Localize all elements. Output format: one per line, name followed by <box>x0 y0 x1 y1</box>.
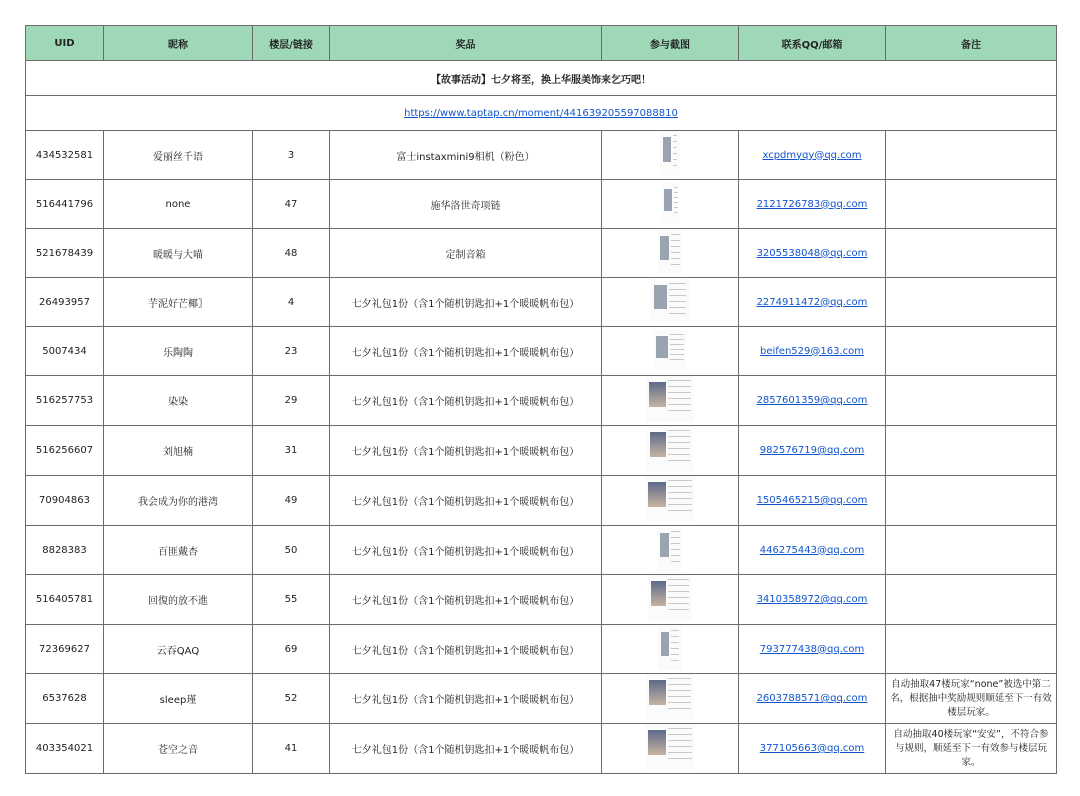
screenshot-cell <box>602 674 739 724</box>
screenshot-thumbnail[interactable] <box>648 575 692 621</box>
header-floor: 楼层/链接 <box>253 26 330 61</box>
contact-email-link[interactable]: 2121726783@qq.com <box>756 198 868 210</box>
header-prize: 奖品 <box>330 26 602 61</box>
uid-cell: 434532581 <box>26 131 104 180</box>
nickname-cell: sleep瑾 <box>104 674 253 724</box>
note-cell <box>886 229 1057 278</box>
screenshot-cell <box>602 131 739 180</box>
contact-email-link[interactable]: 2274911472@qq.com <box>756 296 868 308</box>
contact-email-link[interactable]: 1505465215@qq.com <box>756 495 868 506</box>
note-cell <box>886 278 1057 327</box>
screenshot-cell <box>602 278 739 327</box>
prize-cell: 施华洛世奇项链 <box>330 180 602 229</box>
screenshot-cell <box>602 724 739 774</box>
uid-cell: 403354021 <box>26 724 104 774</box>
contact-email-link[interactable]: beifen529@163.com <box>760 345 864 357</box>
nickname-cell: 百匪戴杏 <box>104 526 253 575</box>
table-row <box>26 526 1057 575</box>
screenshot-thumbnail[interactable] <box>645 476 695 522</box>
screenshot-cell <box>602 476 739 526</box>
table-row <box>26 376 1057 426</box>
floor-cell: 49 <box>253 476 330 526</box>
uid-cell: 8828383 <box>26 526 104 575</box>
prize-cell: 七夕礼包1份（含1个随机钥匙扣+1个暖暖帆布包） <box>330 376 602 426</box>
uid-cell: 521678439 <box>26 229 104 278</box>
floor-cell: 29 <box>253 376 330 426</box>
nickname-cell: 染染 <box>104 376 253 426</box>
screenshot-thumbnail[interactable] <box>646 674 694 720</box>
screenshot-cell <box>602 180 739 229</box>
prize-cell: 七夕礼包1份（含1个随机钥匙扣+1个暖暖帆布包） <box>330 327 602 376</box>
event-link[interactable]: https://www.taptap.cn/moment/441639205597088810 <box>404 107 678 119</box>
winners-table <box>25 25 1057 774</box>
prize-cell: 富士instaxmini9相机（粉色） <box>330 131 602 180</box>
contact-email-link[interactable]: 2857601359@qq.com <box>756 395 868 406</box>
header-screenshot: 参与截图 <box>602 26 739 61</box>
floor-cell: 41 <box>253 724 330 774</box>
contact-cell <box>739 526 886 575</box>
uid-cell: 70904863 <box>26 476 104 526</box>
prize-cell: 七夕礼包1份（含1个随机钥匙扣+1个暖暖帆布包） <box>330 625 602 674</box>
contact-cell <box>739 278 886 327</box>
prize-cell: 七夕礼包1份（含1个随机钥匙扣+1个暖暖帆布包） <box>330 426 602 476</box>
contact-email-link[interactable]: 982576719@qq.com <box>759 445 865 456</box>
uid-cell: 516405781 <box>26 575 104 625</box>
table-row <box>26 131 1057 180</box>
nickname-cell: 苍空之音 <box>104 724 253 774</box>
header-nickname: 昵称 <box>104 26 253 61</box>
table-row <box>26 724 1057 774</box>
floor-cell: 69 <box>253 625 330 674</box>
nickname-cell: 我会成为你的港湾 <box>104 476 253 526</box>
note-cell <box>886 426 1057 476</box>
note-cell <box>886 180 1057 229</box>
screenshot-cell <box>602 327 739 376</box>
floor-cell: 47 <box>253 180 330 229</box>
banner-link-row <box>26 96 1057 131</box>
screenshot-thumbnail[interactable] <box>653 330 687 370</box>
contact-email-link[interactable]: 377105663@qq.com <box>759 743 865 754</box>
screenshot-thumbnail[interactable] <box>651 279 689 323</box>
screenshot-thumbnail[interactable] <box>661 183 679 223</box>
contact-email-link[interactable]: 446275443@qq.com <box>759 544 865 556</box>
screenshot-thumbnail[interactable] <box>658 626 682 670</box>
screenshot-cell <box>602 426 739 476</box>
note-cell <box>886 131 1057 180</box>
uid-cell: 72369627 <box>26 625 104 674</box>
contact-email-link[interactable]: 3410358972@qq.com <box>756 594 868 605</box>
note-cell <box>886 526 1057 575</box>
screenshot-thumbnail[interactable] <box>646 376 694 422</box>
screenshot-thumbnail[interactable] <box>660 131 680 176</box>
table-row <box>26 625 1057 674</box>
nickname-cell: 爱丽丝千语 <box>104 131 253 180</box>
floor-cell: 52 <box>253 674 330 724</box>
contact-cell <box>739 376 886 426</box>
table-row <box>26 180 1057 229</box>
contact-email-link[interactable]: 3205538048@qq.com <box>756 247 868 259</box>
uid-cell: 6537628 <box>26 674 104 724</box>
event-link-cell <box>26 96 1057 131</box>
header-row <box>26 26 1057 61</box>
uid-cell: 5007434 <box>26 327 104 376</box>
nickname-cell: 刘旭楠 <box>104 426 253 476</box>
prize-cell: 七夕礼包1份（含1个随机钥匙扣+1个暖暖帆布包） <box>330 476 602 526</box>
table-row <box>26 476 1057 526</box>
event-title: 【故事活动】七夕将至，换上华服美饰来乞巧吧！ <box>26 61 1057 96</box>
table-row <box>26 674 1057 724</box>
contact-cell <box>739 625 886 674</box>
floor-cell: 31 <box>253 426 330 476</box>
screenshot-cell <box>602 575 739 625</box>
contact-cell <box>739 327 886 376</box>
contact-email-link[interactable]: xcpdmyqy@qq.com <box>762 149 862 161</box>
screenshot-thumbnail[interactable] <box>657 230 683 274</box>
contact-cell <box>739 180 886 229</box>
floor-cell: 3 <box>253 131 330 180</box>
floor-cell: 4 <box>253 278 330 327</box>
contact-cell <box>739 131 886 180</box>
uid-cell: 516257753 <box>26 376 104 426</box>
contact-cell <box>739 575 886 625</box>
header-contact: 联系QQ/邮箱 <box>739 26 886 61</box>
nickname-cell: 暖暖与大喵 <box>104 229 253 278</box>
prize-cell: 定制音箱 <box>330 229 602 278</box>
banner-title-row <box>26 61 1057 96</box>
nickname-cell: 芋泥好芒椰〗 <box>104 278 253 327</box>
note-cell: 自动抽取47楼玩家“none”被选中第二名，根据抽中奖励规则顺延至下一有效楼层玩家。 <box>886 674 1057 724</box>
screenshot-cell <box>602 229 739 278</box>
table-row <box>26 575 1057 625</box>
table-row <box>26 426 1057 476</box>
uid-cell: 516256607 <box>26 426 104 476</box>
screenshot-cell <box>602 376 739 426</box>
screenshot-thumbnail[interactable] <box>647 426 693 472</box>
note-cell <box>886 327 1057 376</box>
contact-cell <box>739 426 886 476</box>
uid-cell: 26493957 <box>26 278 104 327</box>
table-row <box>26 327 1057 376</box>
floor-cell: 48 <box>253 229 330 278</box>
note-cell <box>886 625 1057 674</box>
contact-cell <box>739 229 886 278</box>
winners-sheet <box>25 25 1057 774</box>
floor-cell: 55 <box>253 575 330 625</box>
contact-cell <box>739 476 886 526</box>
contact-email-link[interactable]: 2603788571@qq.com <box>756 693 868 704</box>
floor-cell: 50 <box>253 526 330 575</box>
table-row <box>26 229 1057 278</box>
note-cell: 自动抽取40楼玩家“安安”，不符合参与规则，顺延至下一有效参与楼层玩家。 <box>886 724 1057 774</box>
note-cell <box>886 575 1057 625</box>
prize-cell: 七夕礼包1份（含1个随机钥匙扣+1个暖暖帆布包） <box>330 575 602 625</box>
table-row <box>26 278 1057 327</box>
screenshot-cell <box>602 625 739 674</box>
nickname-cell: none <box>104 180 253 229</box>
prize-cell: 七夕礼包1份（含1个随机钥匙扣+1个暖暖帆布包） <box>330 278 602 327</box>
nickname-cell: 乐陶陶 <box>104 327 253 376</box>
prize-cell: 七夕礼包1份（含1个随机钥匙扣+1个暖暖帆布包） <box>330 724 602 774</box>
prize-cell: 七夕礼包1份（含1个随机钥匙扣+1个暖暖帆布包） <box>330 526 602 575</box>
floor-cell: 23 <box>253 327 330 376</box>
header-uid: UID <box>26 26 104 61</box>
nickname-cell: 云吞QAQ <box>104 625 253 674</box>
screenshot-thumbnail[interactable] <box>645 724 695 770</box>
nickname-cell: 回復的放不進 <box>104 575 253 625</box>
screenshot-cell <box>602 526 739 575</box>
note-cell <box>886 376 1057 426</box>
note-cell <box>886 476 1057 526</box>
contact-cell <box>739 674 886 724</box>
contact-email-link[interactable]: 793777438@qq.com <box>759 643 865 655</box>
header-note: 备注 <box>886 26 1057 61</box>
contact-cell <box>739 724 886 774</box>
prize-cell: 七夕礼包1份（含1个随机钥匙扣+1个暖暖帆布包） <box>330 674 602 724</box>
uid-cell: 516441796 <box>26 180 104 229</box>
screenshot-thumbnail[interactable] <box>657 527 683 571</box>
